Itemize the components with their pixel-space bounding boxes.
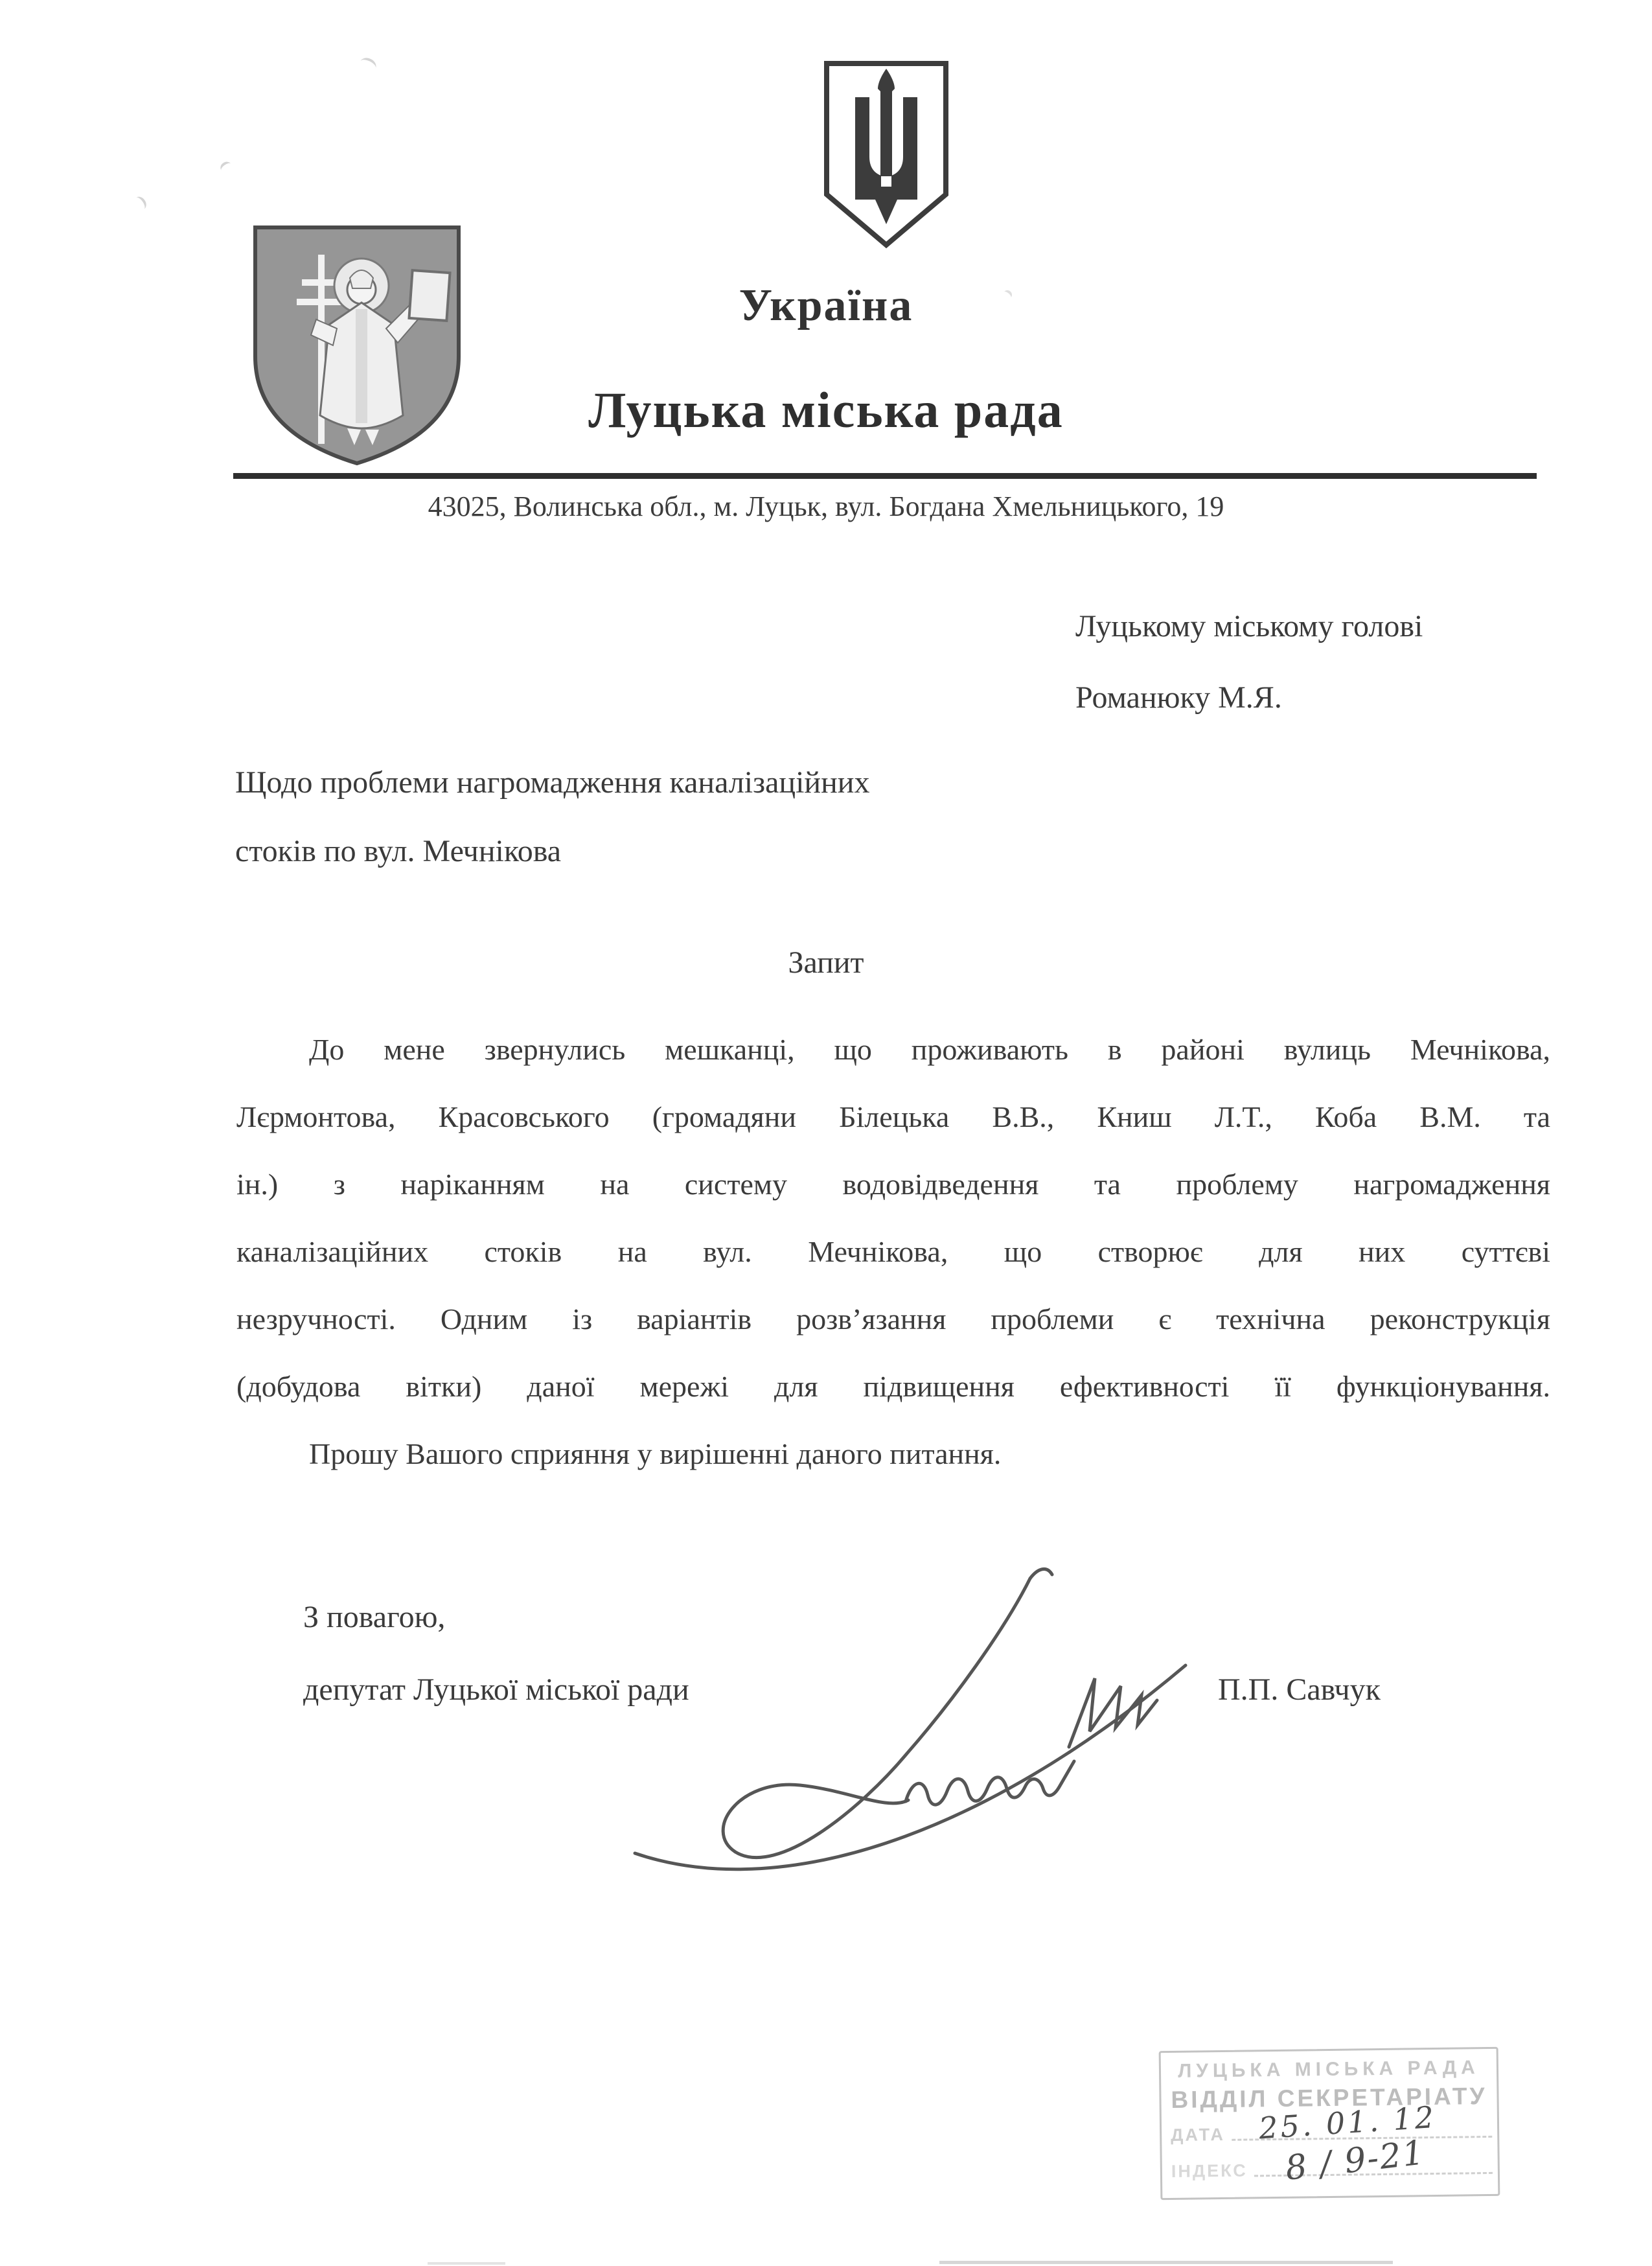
organization-title: Луцька міська рада (588, 382, 1064, 438)
body-line: (добудова вітки) даної мережі для підвищення ефективності її функціонування. (236, 1370, 1550, 1403)
body-line: До мене звернулись мешканці, що проживають в районі вулиць Мечнікова, (309, 1033, 1550, 1066)
header-rule (233, 473, 1537, 479)
salutation: З повагою, (303, 1600, 446, 1634)
stamp-index-label: ІНДЕКС (1171, 2160, 1248, 2181)
handwritten-signature-icon (615, 1549, 1211, 1912)
country-title: Україна (739, 281, 913, 330)
organization-address: 43025, Волинська обл., м. Луцьк, вул. Богдана Хмельницького, 19 (428, 491, 1224, 522)
ukraine-trident-emblem-icon (821, 60, 951, 249)
subject-block (235, 748, 1077, 886)
stamp-department: ВІДДІЛ СЕКРЕТАРІАТУ (1171, 2083, 1487, 2113)
registration-stamp (1159, 2047, 1500, 2200)
document-title: Запит (788, 945, 864, 980)
scan-speck (131, 194, 148, 213)
scan-speck (358, 55, 378, 74)
addressee-name: Романюку М.Я. (1075, 680, 1282, 715)
body-line: ін.) з наріканням на систему водовідведення та проблему нагромадження (236, 1168, 1550, 1201)
body-line: каналізаційних стоків на вул. Мечнікова, що створює для них суттєві (236, 1235, 1550, 1268)
letter-body (236, 1016, 1550, 1488)
body-line: Лєрмонтова, Красовського (громадяни Білецька В.В., Книш Л.Т., Коба В.М. та (236, 1100, 1550, 1133)
stamp-date-label: ДАТА (1171, 2124, 1226, 2145)
subject-line-1: Щодо проблеми нагромадження каналізаційних (235, 765, 870, 800)
scan-speck (218, 159, 234, 174)
stamp-organization: ЛУЦЬКА МІСЬКА РАДА (1178, 2057, 1480, 2082)
body-line: незручності. Одним із варіантів розв’язання проблеми є технічна реконструкція (236, 1302, 1550, 1335)
addressee-block (1075, 591, 1568, 734)
stamp-date-handwritten: 25. 01. 12 (1257, 2099, 1438, 2146)
stamp-index-handwritten: 8 / 9-21 (1283, 2133, 1427, 2188)
scan-edge-artifact (939, 2261, 1393, 2264)
subject-line-2: стоків по вул. Мечнікова (235, 834, 562, 868)
signer-position: депутат Луцької міської ради (303, 1672, 689, 1707)
signer-name: П.П. Савчук (1218, 1672, 1381, 1707)
addressee-title: Луцькому міському голові (1075, 609, 1423, 643)
scan-edge-artifact (428, 2262, 505, 2265)
body-closing-line: Прошу Вашого сприяння у вирішенні даного питання. (309, 1437, 1002, 1470)
